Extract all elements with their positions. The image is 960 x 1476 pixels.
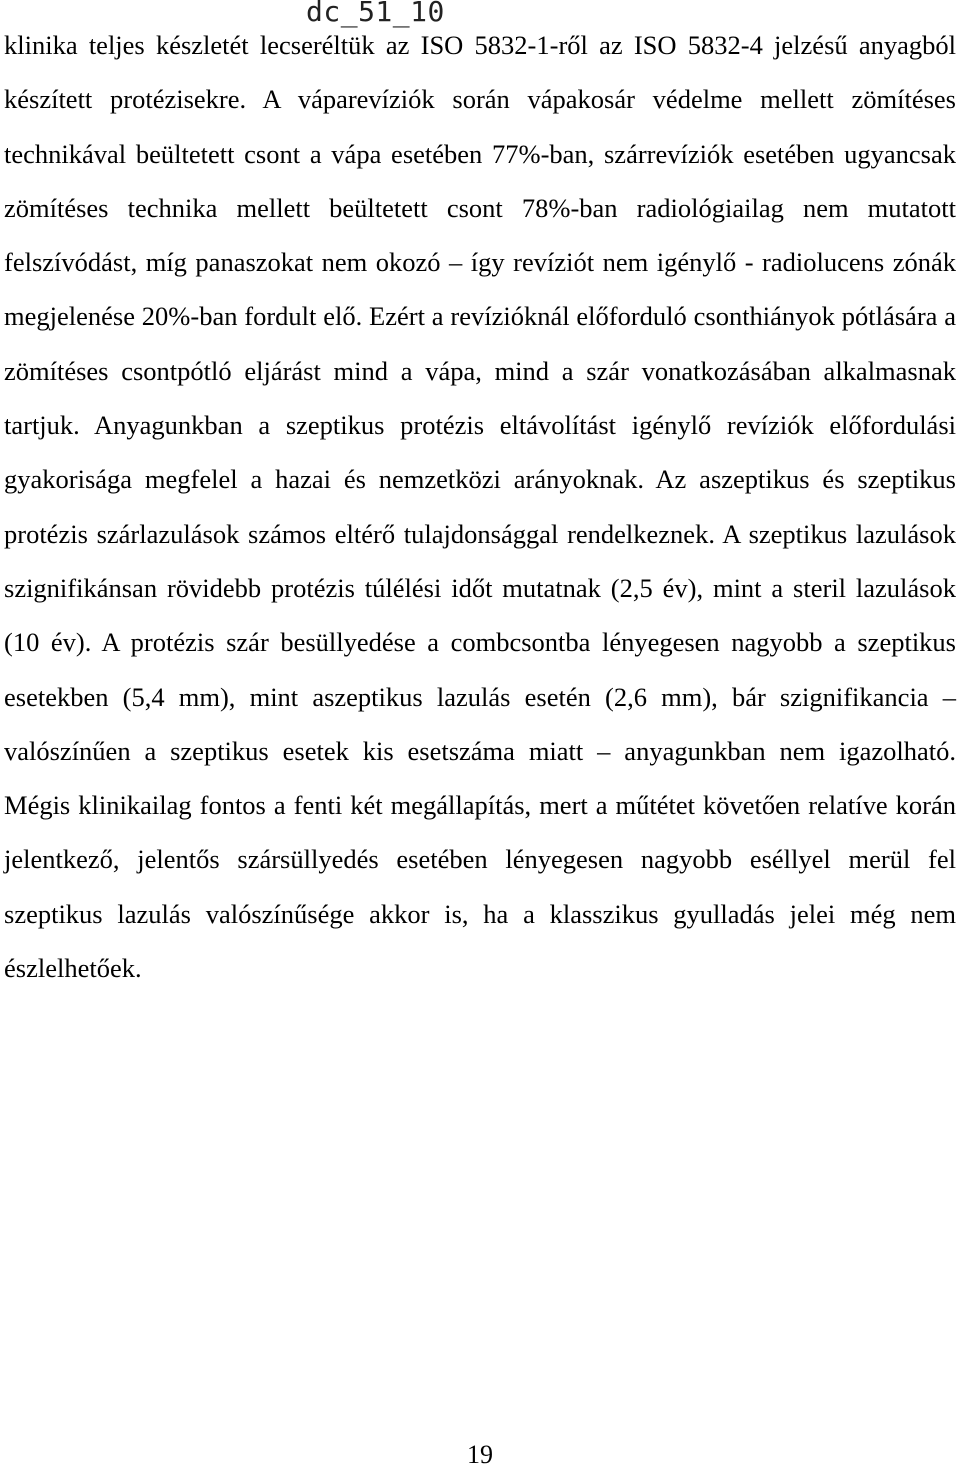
body-paragraph: klinika teljes készletét lecseréltük az ISO 5832-1-ről az ISO 5832-4 jelzésű anyagból készített protézisekre. A váparevíziók során vápakosár védelme mellett zömítéses technikával beültetett csont a vápa esetében 77%-ban, szárrevíziók esetében ugyancsak zömítéses technika mellett beültetett csont 78%-ban radiológiailag nem mutatott felszívódást, míg panaszokat nem okozó – így revíziót nem igénylő - radiolucens zónák megjelenése 20%-ban fordult elő. Ezért a revízióknál előforduló csonthiányok pótlására a zömítéses csontpótló eljárást mind a vápa, mind a szár vonatkozásában alkalmasnak tartjuk. Anyagunkban a szeptikus protézis eltávolítást igénylő revíziók előfordulási gyakorisága megfelel a hazai és nemzetközi arányoknak. Az aszeptikus és szeptikus protézis szárlazulások számos eltérő tulajdonsággal rendelkeznek. A szeptikus lazulások szignifikánsan rövidebb protézis túlélési időt mutatnak (2,5 év), mint a steril lazulások (10 év). A protézis szár besüllyedése a combcsontba lényegesen nagyobb a szeptikus esetekben (5,4 mm), mint aszeptikus lazulás esetén (2,6 mm), bár szignifikancia – valószínűen a szeptikus esetek kis esetszáma miatt – anyagunkban nem igazolható. Mégis klinikailag fontos a fenti két megállapítás, mert a műtétet követően relatíve korán jelentkező, jelentős szársüllyedés esetében lényegesen nagyobb eséllyel merül fel szeptikus lazulás valószínűsége akkor is, ha a klasszikus gyulladás jelei még nem észlelhetőek. <box>4 30 956 984</box>
page-body <box>4 18 956 995</box>
page-number: 19 <box>467 1440 493 1469</box>
document-id-stamp: dc_51_10 <box>306 0 445 28</box>
